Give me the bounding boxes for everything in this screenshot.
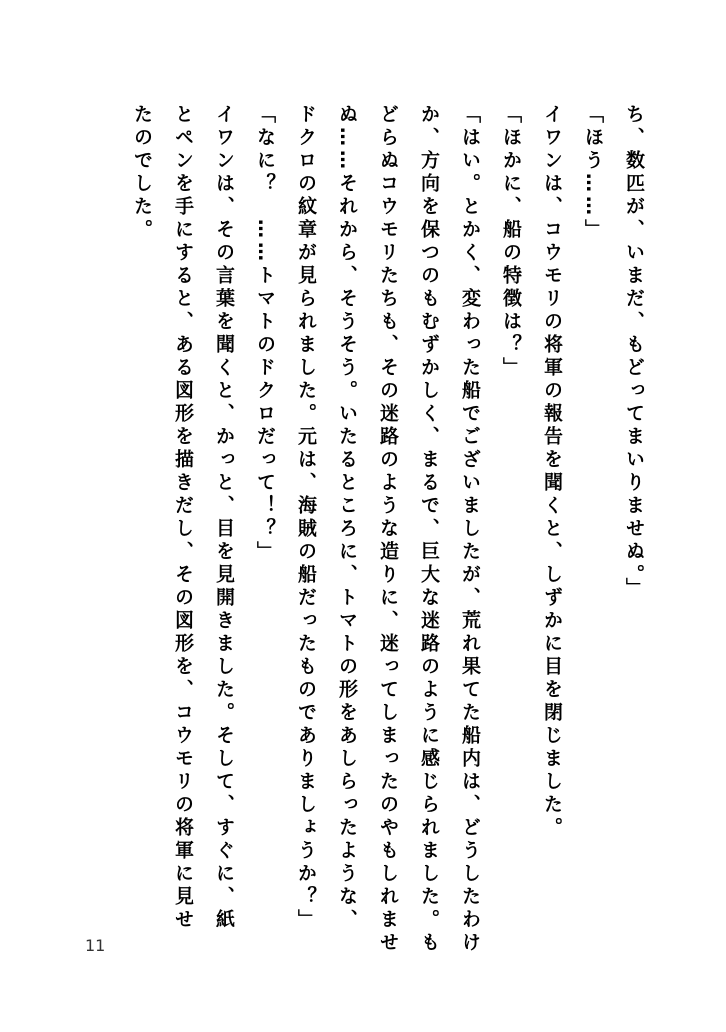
text-line: 「ほう……」 [582, 104, 604, 242]
text-line: 「はい。とかく、変わった船でございましたが、荒れ果てた船内は、どうしたわけ [459, 104, 481, 955]
text-line: イワンは、コウモリの将軍の報告を聞くと、しずかに目を閉じました。 [541, 104, 563, 840]
text-line: とペンを手にすると、ある図形を描きだし、その図形を、コウモリの将軍に見せ [172, 104, 194, 932]
vertical-text-body [121, 104, 654, 955]
text-line: ち、数匹が、いまだ、もどってまいりませぬ。」 [623, 104, 645, 601]
text-line: たのでした。 [131, 104, 153, 242]
text-line: か、方向を保つのもむずかしく、まるで、巨大な迷路のように感じられました。も [418, 104, 440, 955]
text-line: ドクロの紋章が見られました。元は、海賊の船だったものでありましょうか？」 [295, 104, 317, 932]
text-line: イワンは、その言葉を聞くと、かっと、目を見開きました。そして、すぐに、紙 [213, 104, 235, 932]
text-line: ぬ……それから、そうそう。いたるところに、トマトの形をあしらったような、 [336, 104, 358, 932]
text-line: 「ほかに、船の特徴は？」 [500, 104, 522, 380]
page-number: 11 [85, 936, 106, 955]
text-line: どらぬコウモリたちも、その迷路のような造りに、迷ってしまったのやもしれませ [377, 104, 399, 955]
text-line: 「なに？ ……トマトのドクロだって！？」 [254, 104, 276, 564]
